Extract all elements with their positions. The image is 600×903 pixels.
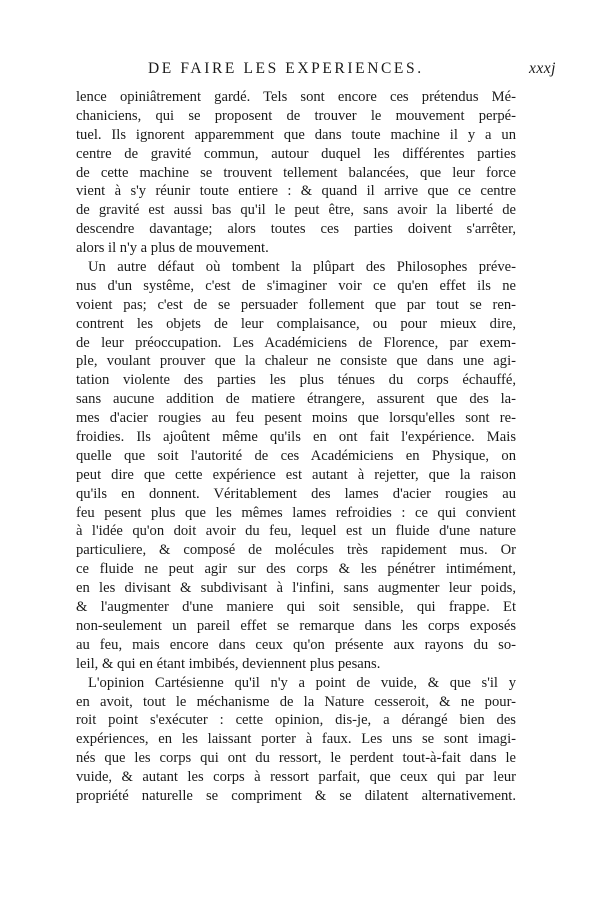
page-header (76, 60, 556, 82)
text-line: quelle que soit l'autorité de ces Académiciens en Physique, on (76, 447, 516, 464)
text-line: nés que les corps qui ont du ressort, le perdent tout-à-fait dans le (76, 750, 516, 767)
text-line: vient à s'y réunir toute entiere : & quand il arrive que ce centre (76, 183, 516, 200)
text-line: mes d'acier rougies au feu pesent moins que lorsqu'elles sont re- (76, 410, 516, 427)
text-line: peut dire que cette expérience est autant à rejetter, que la raison (76, 466, 516, 483)
text-line: feu pesent plus que les mêmes lames refroidies : ce qui convient (76, 504, 516, 521)
text-line: alors il n'y a plus de mouvement. (76, 240, 269, 257)
text-line: & l'augmenter d'une maniere qui soit sensible, qui frappe. Et (76, 599, 516, 616)
running-head: DE FAIRE LES EXPERIENCES. (148, 60, 424, 77)
text-line: de gravité est aussi bas qu'il le peut être, sans avoir la liberté de (76, 202, 516, 219)
text-line: non-seulement un pareil effet se remarque dans les corps exposés (76, 617, 516, 634)
text-line: au feu, mais encore dans ceux qu'on présente aux rayons du so- (76, 636, 516, 653)
text-line: tuel. Ils ignorent apparemment que dans toute machine il y a un (76, 126, 516, 143)
text-line: Un autre défaut où tombent la plûpart des Philosophes préve- (88, 259, 516, 276)
text-line: expériences, en les laissant porter à faux. Les uns se sont imagi- (76, 731, 516, 748)
text-line: centre de gravité commun, autour duquel les différentes parties (76, 145, 516, 162)
text-line: chaniciens, qui se proposent de trouver le mouvement perpé- (76, 107, 516, 124)
text-line: ce fluide ne peut agir sur des corps & les pénétrer intimément, (76, 561, 516, 578)
text-line: propriété naturelle se compriment & se dilatent alternativement. (76, 787, 516, 804)
text-line: vuide, & autant les corps à ressort parfait, que ceux qui par leur (76, 769, 516, 786)
text-line: lence opiniâtrement gardé. Tels sont encore ces prétendus Mé- (76, 89, 516, 105)
text-line: particuliere, & composé de molécules très rapidement mus. Or (76, 542, 516, 559)
text-line: froidies. Ils ajoûtent même qu'ils en ont fait l'expérience. Mais (76, 429, 516, 446)
text-line: de cette machine se trouvent tellement balancées, que leur force (76, 164, 516, 181)
text-line: L'opinion Cartésienne qu'il n'y a point de vuide, & que s'il y (88, 674, 516, 691)
text-line: en avoit, tout le méchanisme de la Nature cesseroit, & ne pour- (76, 693, 516, 710)
text-line: tation violente des parties les plus ténues du corps échauffé, (76, 372, 516, 389)
text-line: nus d'un systême, c'est de s'imaginer voir ce qu'en effet ils ne (76, 277, 516, 294)
text-line: roit point s'exécuter : cette opinion, dis-je, a dérangé bien des (76, 712, 516, 729)
page-number: xxxj (529, 60, 556, 77)
text-line: contrent les objets de leur complaisance, ou pour mieux dire, (76, 315, 516, 332)
text-line: voient pas; c'est de se persuader follement que par tout se ren- (76, 296, 516, 313)
text-line: leil, & qui en étant imbibés, deviennent plus pesans. (76, 655, 381, 672)
text-line: qu'ils en donnent. Véritablement des lames d'acier rougies au (76, 485, 516, 502)
text-line: à l'idée qu'on doit avoir du feu, lequel est un fluide d'une nature (76, 523, 516, 540)
text-line: ple, voulant prouver que la chaleur ne consiste que dans une agi- (76, 353, 516, 370)
text-line: sans aucune addition de matiere étrangere, assurent que des la- (76, 391, 516, 408)
text-line: en les divisant & subdivisant à l'infini, sans augmenter leur poids, (76, 580, 516, 597)
text-line: de leur préoccupation. Les Académiciens de Florence, par exem- (76, 334, 516, 351)
body-text (76, 88, 516, 806)
text-line: descendre davantage; alors toutes ces parties doivent s'arrêter, (76, 221, 516, 238)
